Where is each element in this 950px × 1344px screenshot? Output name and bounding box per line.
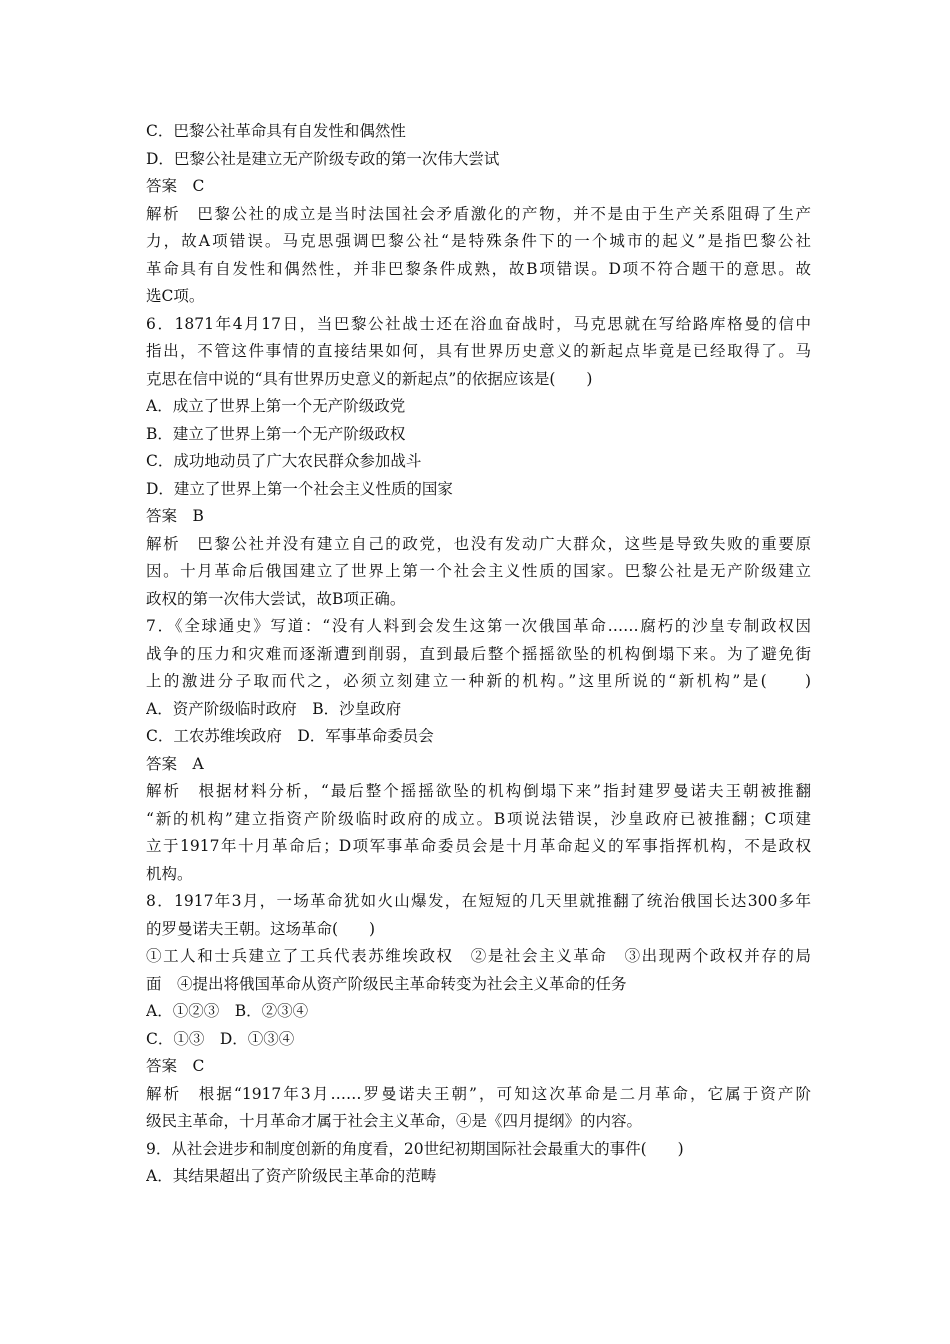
text-line: 上的激进分子取而代之，必须立刻建立一种新的机构。”这里所说的“新机构”是( ) [146,672,811,690]
text-line: 8．1917年3月，一场革命犹如火山爆发，在短短的几天里就推翻了统治俄国长达300多年 [146,892,811,910]
text-line: 7．《全球通史》写道：“没有人料到会发生这第一次俄国革命……腐朽的沙皇专制政权因 [146,617,811,635]
text-line: 革命具有自发性和偶然性，并非巴黎条件成熟，故B项错误。D项不符合题干的意思。故 [146,259,811,278]
text-line: 的罗曼诺夫王朝。这场革命( ) [146,919,376,938]
text-line: 力，故A项错误。马克思强调巴黎公社“是特殊条件下的一个城市的起义”是指巴黎公社 [146,232,811,250]
text-line: 因。十月革命后俄国建立了世界上第一个社会主义性质的国家。巴黎公社是无产阶级建立 [146,562,811,580]
text-line: C．成功地动员了广大农民群众参加战斗 [146,452,422,470]
text-line: A．其结果超出了资产阶级民主革命的范畴 [146,1167,437,1185]
text-line: 立于1917年十月革命后；D项军事革命委员会是十月革命起义的军事指挥机构，不是政权 [146,837,811,855]
text-line: “新的机构”建立指资产阶级临时政府的成立。B项说法错误，沙皇政府已被推翻；C项建 [146,809,811,828]
text-line: 选C项。 [146,287,205,305]
text-line: 6．1871年4月17日，当巴黎公社战士还在浴血奋战时，马克思就在写给路库格曼的信中 [146,314,811,333]
text-line: 机构。 [146,864,193,883]
text-line: 政权的第一次伟大尝试，故B项正确。 [146,589,406,608]
text-line: D．建立了世界上第一个社会主义性质的国家 [146,479,453,498]
text-line: 解析 根据“1917年3月……罗曼诺夫王朝”，可知这次革命是二月革命，它属于资产阶 [146,1084,811,1103]
text-line: C．①③ D．①③④ [146,1029,295,1048]
text-line: C．工农苏维埃政府 D．军事革命委员会 [146,727,434,745]
text-line: 答案 B [146,507,204,525]
text-line: D．巴黎公社是建立无产阶级专政的第一次伟大尝试 [146,149,500,168]
text-line: 级民主革命，十月革命才属于社会主义革命，④是《四月提纲》的内容。 [146,1112,643,1130]
document-page [146,118,811,1191]
text-line: 解析 巴黎公社并没有建立自己的政党，也没有发动广大群众，这些是导致失败的重要原 [146,534,811,553]
text-line: 答案 A [146,754,204,773]
text-line: A．①②③ B．②③④ [146,1002,309,1020]
text-line: 答案 C [146,177,205,195]
text-line: B．建立了世界上第一个无产阶级政权 [146,424,406,443]
text-line: 9．从社会进步和制度创新的角度看，20世纪初期国际社会最重大的事件( ) [146,1139,684,1158]
text-line: A．成立了世界上第一个无产阶级政党 [146,397,406,415]
text-line: 解析 巴黎公社的成立是当时法国社会矛盾激化的产物，并不是由于生产关系阻碍了生产 [146,204,811,223]
text-line: 解析 根据材料分析，“最后整个摇摇欲坠的机构倒塌下来”指封建罗曼诺夫王朝被推翻 [146,782,811,800]
text-line: 面 ④提出将俄国革命从资产阶级民主革命转变为社会主义革命的任务 [146,974,627,993]
text-line: 战争的压力和灾难而逐渐遭到削弱，直到最后整个摇摇欲坠的机构倒塌下来。为了避免街 [146,644,811,663]
text-line: ①工人和士兵建立了工兵代表苏维埃政权 ②是社会主义革命 ③出现两个政权并存的局 [146,947,811,965]
text-line: 指出，不管这件事情的直接结果如何，具有世界历史意义的新起点毕竟是已经取得了。马 [146,342,811,360]
text-line: 克思在信中说的“具有世界历史意义的新起点”的依据应该是( ) [146,369,593,388]
text-line: 答案 C [146,1057,205,1075]
text-line: A．资产阶级临时政府 B．沙皇政府 [146,699,402,718]
text-line: C．巴黎公社革命具有自发性和偶然性 [146,122,406,140]
